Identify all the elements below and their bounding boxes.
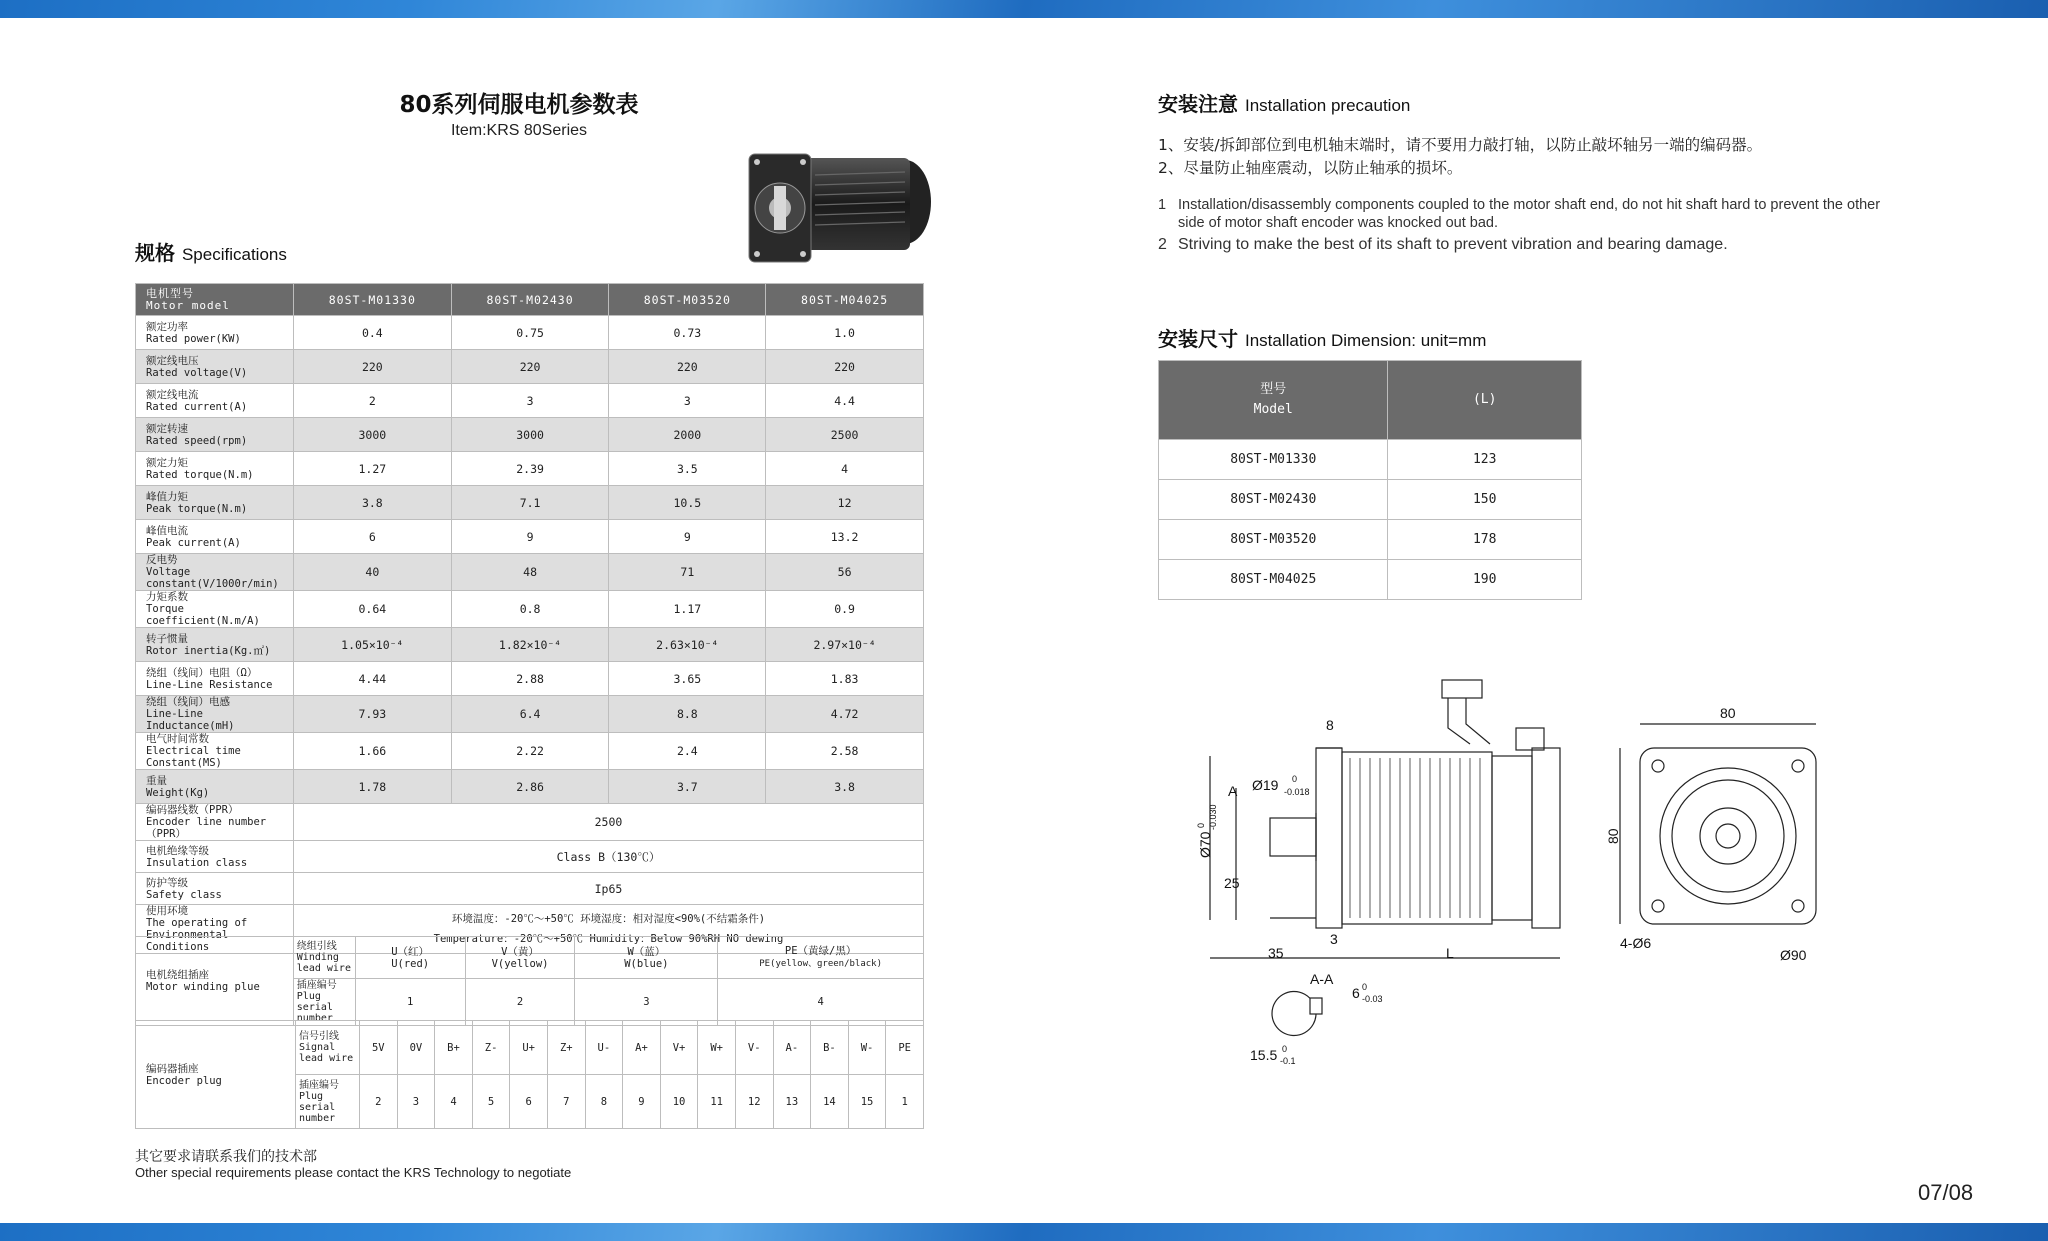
row-value: 4 [766,452,924,486]
precaution-heading [1158,88,1410,117]
row-value: 7.1 [451,486,609,520]
row-label [136,696,294,733]
model-header: 80ST-M02430 [451,284,609,316]
row-value: 2.63×10⁻⁴ [609,628,766,662]
dimension-header-row [1159,361,1582,440]
row-value: 2500 [766,418,924,452]
row-label [136,384,294,418]
row-label [136,733,294,770]
precaution-en-line: Striving to make the best of its shaft to prevent vibration and bearing damage. [1178,236,1728,253]
row-label-cn: 峰值电流 [146,524,188,537]
dim-l: 150 [1388,480,1582,520]
precaution-en-num: 1 [1158,197,1167,213]
dim-tol: -0.03 [1362,994,1383,1004]
spec-row [136,662,924,696]
dim-tol: 0 [1292,774,1298,784]
row-value: 2.86 [451,770,609,804]
encoder-plug-number: 3 [397,1075,435,1129]
lead-cn: V（黄） [501,945,539,958]
lead-sublabel-en: Winding lead wire [296,952,351,974]
row-value: 3 [451,384,609,418]
row-value: 2500 [293,804,923,841]
row-value: 4.4 [766,384,924,418]
dim-header-model [1159,361,1388,440]
encoder-plug-number: 8 [585,1075,623,1129]
row-label-cn: 绕组（线间）电阻（Ω） [146,666,258,679]
dim-label-80-side: 80 [1605,828,1621,844]
spec-row-encoder-ppr [136,804,924,841]
winding-label-cn: 电机绕组插座 [146,969,209,981]
row-label [136,770,294,804]
row-value: 1.0 [766,316,924,350]
environment-line-cn: 环境温度：-20℃～+50℃ 环境湿度：相对湿度<90%(不结霜条件) [451,913,766,925]
row-label-en: Electrical time Constant(MS) [146,745,241,769]
spec-row [136,628,924,662]
encoder-signal: V+ [660,1021,698,1075]
dim-model: 80ST-M03520 [1159,520,1388,560]
encoder-signal: V- [735,1021,773,1075]
dimension-heading-en: Installation Dimension: unit=mm [1244,331,1487,350]
row-label-cn: 反电势 [146,554,178,566]
row-value: 0.9 [766,591,924,628]
row-label [136,873,294,905]
lead-cn: U（红） [391,945,430,958]
dim-tol: 0 [1282,1044,1288,1054]
encoder-signal: 0V [397,1021,435,1075]
signal-sublabel-cn: 信号引线 [299,1031,339,1042]
encoder-signal: A+ [623,1021,661,1075]
encoder-plug-number: 9 [623,1075,661,1129]
dim-header-l: (L) [1388,361,1582,440]
encoder-signal: PE [886,1021,924,1075]
encoder-plug-number: 1 [886,1075,924,1129]
row-label-en: Weight(Kg) [146,786,210,799]
row-label-en: Rated current(A) [146,400,248,413]
winding-lead-row [136,937,924,979]
encoder-plug-number: 12 [735,1075,773,1129]
dim-label-4x6: 4-Ø6 [1620,935,1652,951]
spec-header-row [136,284,924,316]
dim-label-25: 25 [1224,875,1240,891]
plug-sublabel-cn: 插座编号 [296,980,337,991]
encoder-plug-number: 14 [811,1075,849,1129]
row-value: 4.44 [293,662,451,696]
encoder-signal: Z+ [547,1021,585,1075]
spec-row-safety [136,873,924,905]
section-label-aa: A-A [1310,971,1334,987]
row-label-en: Rated speed(rpm) [146,434,248,447]
row-value: 9 [451,520,609,554]
spec-row [136,316,924,350]
environment-line-en: Temperature：-20℃～+50℃ Humidity：Below 90%RH NO dewing [433,933,784,945]
dim-tol: -0.018 [1284,787,1310,797]
encoder-plug-number: 6 [510,1075,548,1129]
row-label-en: Rated power(KW) [146,332,241,345]
lead-en: W(blue) [624,957,669,970]
header-label-cn: 电机型号 [146,286,194,300]
encoder-label-cn: 编码器插座 [146,1062,199,1075]
spec-row [136,591,924,628]
dim-tol: 0 [1362,982,1368,992]
row-label [136,841,294,873]
row-value: 1.82×10⁻⁴ [451,628,609,662]
row-label-cn: 力矩系数 [146,591,188,603]
winding-label [136,937,294,1026]
encoder-plug-sublabel-cn: 插座编号 [299,1079,339,1091]
row-label-en: Rotor inertia(Kg.㎡) [146,644,271,657]
encoder-plug-number: 5 [472,1075,510,1129]
precaution-en-2 [1158,236,1918,254]
winding-lead [718,937,924,979]
precaution-heading-cn: 安装注意 [1158,92,1238,116]
row-value: 1.83 [766,662,924,696]
row-value: 220 [609,350,766,384]
row-value: 2.58 [766,733,924,770]
dim-label-15-5: 15.5 [1250,1047,1278,1063]
dim-tol: -0.030 [1208,804,1218,830]
spec-row [136,696,924,733]
row-label-cn: 额定功率 [146,320,188,333]
spec-row [136,452,924,486]
row-value: 2.22 [451,733,609,770]
precaution-en-num: 2 [1158,236,1167,253]
row-label [136,486,294,520]
encoder-plug-number: 2 [360,1075,398,1129]
row-label-cn: 重量 [146,774,167,787]
model-header: 80ST-M04025 [766,284,924,316]
row-value: 1.66 [293,733,451,770]
page-number: 07/08 [1918,1180,1974,1205]
row-label-en: Rated voltage(V) [146,366,248,379]
row-value: 7.93 [293,696,451,733]
page-title: 80系列伺服电机参数表 [399,92,639,118]
spec-header-label [136,284,294,316]
spec-heading-cn: 规格 [135,241,175,265]
lead-en: U(red) [391,957,430,970]
dim-header-model-cn: 型号 [1260,382,1287,397]
row-value: 6.4 [451,696,609,733]
row-value: 2 [293,384,451,418]
header-label-en: Motor model [146,298,230,312]
row-label-cn: 额定线电压 [146,354,199,367]
winding-plug: 4 [718,979,924,1026]
model-header: 80ST-M03520 [609,284,766,316]
row-label [136,591,294,628]
row-value: 10.5 [609,486,766,520]
dim-label-l: L [1446,945,1454,961]
encoder-signal: 5V [360,1021,398,1075]
winding-lead [575,937,718,979]
winding-plug: 1 [355,979,465,1026]
encoder-plug-number: 11 [698,1075,736,1129]
bottom-decorative-band [0,1223,2048,1241]
row-value: 12 [766,486,924,520]
row-value: 3.65 [609,662,766,696]
encoder-plug-number: 7 [547,1075,585,1129]
row-value: 3000 [293,418,451,452]
row-label-cn: 峰值力矩 [146,490,188,503]
top-decorative-band [0,0,2048,18]
row-label [136,662,294,696]
row-value: 9 [609,520,766,554]
contact-note-cn: 其它要求请联系我们的技术部 [135,1149,317,1165]
encoder-signal: B+ [435,1021,473,1075]
encoder-signal: U- [585,1021,623,1075]
spec-row [136,520,924,554]
row-value: 220 [293,350,451,384]
encoder-signal: W+ [698,1021,736,1075]
dim-label-a: A [1228,783,1238,799]
row-label-cn: 编码器线数（PPR） [146,804,239,816]
row-label-cn: 电气时间常数 [146,733,209,745]
row-label-cn: 额定力矩 [146,456,188,469]
dim-label-35: 35 [1268,945,1284,961]
spec-row [136,770,924,804]
row-value: 8.8 [609,696,766,733]
encoder-plug-number: 13 [773,1075,811,1129]
row-label [136,804,294,841]
row-label [136,628,294,662]
winding-table [135,936,924,1026]
row-value: 3.7 [609,770,766,804]
dim-row [1159,560,1582,600]
spec-row-insulation [136,841,924,873]
row-value: 3 [609,384,766,418]
row-label-en: Line-Line Resistance [146,678,273,691]
row-label-en: Peak torque(N.m) [146,502,248,515]
precaution-en-1 [1158,196,1918,232]
winding-plug: 2 [465,979,575,1026]
motor-photo [745,140,935,275]
row-label-en: Safety class [146,888,222,901]
spec-row [136,486,924,520]
encoder-plug-number: 15 [848,1075,886,1129]
precaution-cn-1: 1、安装/拆卸部位到电机轴末端时，请不要用力敲打轴，以防止敲坏轴另一端的编码器。 [1158,136,1763,154]
encoder-plug-sublabel-en: Plug serial number [299,1090,336,1124]
encoder-plug-number: 10 [660,1075,698,1129]
row-value: 0.73 [609,316,766,350]
dim-label-8: 8 [1326,717,1334,733]
lead-en: PE(yellow、green/black) [759,959,883,969]
precaution-heading-en: Installation precaution [1244,96,1411,115]
encoder-signal-row [136,1021,924,1075]
row-value: 0.8 [451,591,609,628]
dim-model: 80ST-M01330 [1159,440,1388,480]
winding-plug: 3 [575,979,718,1026]
dim-model: 80ST-M04025 [1159,560,1388,600]
spec-row [136,418,924,452]
spec-row [136,350,924,384]
dim-l: 190 [1388,560,1582,600]
row-value: 48 [451,554,609,591]
encoder-signal: U+ [510,1021,548,1075]
dim-l: 123 [1388,440,1582,480]
dimension-heading-cn: 安装尺寸 [1158,327,1238,351]
row-value: 2.97×10⁻⁴ [766,628,924,662]
row-value: 4.72 [766,696,924,733]
row-value: 1.17 [609,591,766,628]
encoder-signal: W- [848,1021,886,1075]
encoder-signal: Z- [472,1021,510,1075]
page-subtitle: Item:KRS 80Series [450,122,588,139]
dim-l: 178 [1388,520,1582,560]
lead-cn: PE（黄绿/黑） [784,945,857,957]
dimension-heading [1158,323,1486,352]
row-value: 0.64 [293,591,451,628]
encoder-signal: B- [811,1021,849,1075]
row-value: 40 [293,554,451,591]
spec-table [135,283,924,954]
row-value: 1.78 [293,770,451,804]
dim-label-80-top: 80 [1720,705,1736,721]
dimension-table [1158,360,1582,600]
spec-heading-en: Specifications [181,245,287,264]
row-label [136,452,294,486]
precaution-cn-2: 2、尽量防止轴座震动，以防止轴承的损坏。 [1158,159,1463,177]
row-label-cn: 绕组（线间）电感 [146,696,230,708]
row-value: Ip65 [293,873,923,905]
spec-row [136,554,924,591]
precaution-en-line: side of motor shaft encoder was knocked out bad. [1178,215,1498,231]
row-label [136,554,294,591]
row-label [136,520,294,554]
lead-sublabel [293,937,355,979]
lead-en: V(yellow) [491,957,549,970]
winding-lead [465,937,575,979]
row-label-cn: 防护等级 [146,876,188,889]
plug-sublabel-en: Plug serial number [296,991,333,1024]
row-value: 56 [766,554,924,591]
row-value: 0.4 [293,316,451,350]
row-value: 3.8 [766,770,924,804]
lead-sublabel-cn: 绕组引线 [296,941,337,952]
row-label-en: Rated torque(N.m) [146,468,254,481]
row-value: Class B（130℃） [293,841,923,873]
model-header: 80ST-M01330 [293,284,451,316]
row-label-en: Insulation class [146,856,248,869]
row-value: 220 [451,350,609,384]
row-value: 3000 [451,418,609,452]
row-label-en: The operating of Environmental Conditions [146,917,248,953]
row-label [136,418,294,452]
dim-row [1159,520,1582,560]
dim-label-3: 3 [1330,931,1338,947]
row-label [136,350,294,384]
row-value: 220 [766,350,924,384]
encoder-label-en: Encoder plug [146,1074,222,1087]
encoder-plug-sublabel [296,1075,360,1129]
encoder-signal: A- [773,1021,811,1075]
encoder-label [136,1021,296,1129]
dim-label-d90: Ø90 [1780,947,1807,963]
dim-tol: -0.1 [1280,1056,1296,1066]
plug-sublabel [293,979,355,1026]
row-label-cn: 转子惯量 [146,632,188,645]
dim-label-d70: Ø70 [1197,831,1213,858]
dim-row [1159,440,1582,480]
row-label-cn: 电机绝缘等级 [146,844,209,857]
row-label [136,316,294,350]
dim-tol: 0 [1196,822,1206,828]
row-value: 6 [293,520,451,554]
spec-heading [135,237,287,266]
dim-model: 80ST-M02430 [1159,480,1388,520]
contact-note-en: Other special requirements please contact the KRS Technology to negotiate [135,1165,572,1180]
signal-sublabel-en: Signal lead wire [299,1042,354,1064]
winding-lead [355,937,465,979]
row-label-cn: 额定转速 [146,422,188,435]
row-value: 13.2 [766,520,924,554]
row-value: 2.39 [451,452,609,486]
lead-cn: W（蓝） [627,945,666,958]
row-value: 2000 [609,418,766,452]
spec-row [136,384,924,418]
row-label-en: Voltage constant(V/1000r/min) [146,566,279,590]
dimension-drawing [1180,668,1860,1088]
encoder-plug-number: 4 [435,1075,473,1129]
encoder-table [135,1020,924,1129]
dim-label-6: 6 [1352,985,1360,1001]
row-label-en: Torque coefficient(N.m/A) [146,603,260,627]
row-label-en: Encoder line number（PPR） [146,816,267,840]
dim-row [1159,480,1582,520]
row-value: 71 [609,554,766,591]
dim-label-d19: Ø19 [1252,777,1279,793]
row-label-en: Peak current(A) [146,536,241,549]
dim-header-model-en: Model [1253,402,1293,417]
row-value: 1.05×10⁻⁴ [293,628,451,662]
row-label-cn: 使用环境 [146,905,188,917]
row-value: 2.88 [451,662,609,696]
row-value: 1.27 [293,452,451,486]
row-value: 3.5 [609,452,766,486]
row-value: 3.8 [293,486,451,520]
spec-row [136,733,924,770]
winding-label-en: Motor winding plue [146,981,260,993]
row-value: 2.4 [609,733,766,770]
row-label-cn: 额定线电流 [146,388,199,401]
row-label-en: Line-Line Inductance(mH) [146,708,235,732]
precaution-en-line: Installation/disassembly components coupled to the motor shaft end, do not hit shaft hard to prevent the other [1178,197,1881,213]
signal-sublabel [296,1021,360,1075]
row-value: 0.75 [451,316,609,350]
